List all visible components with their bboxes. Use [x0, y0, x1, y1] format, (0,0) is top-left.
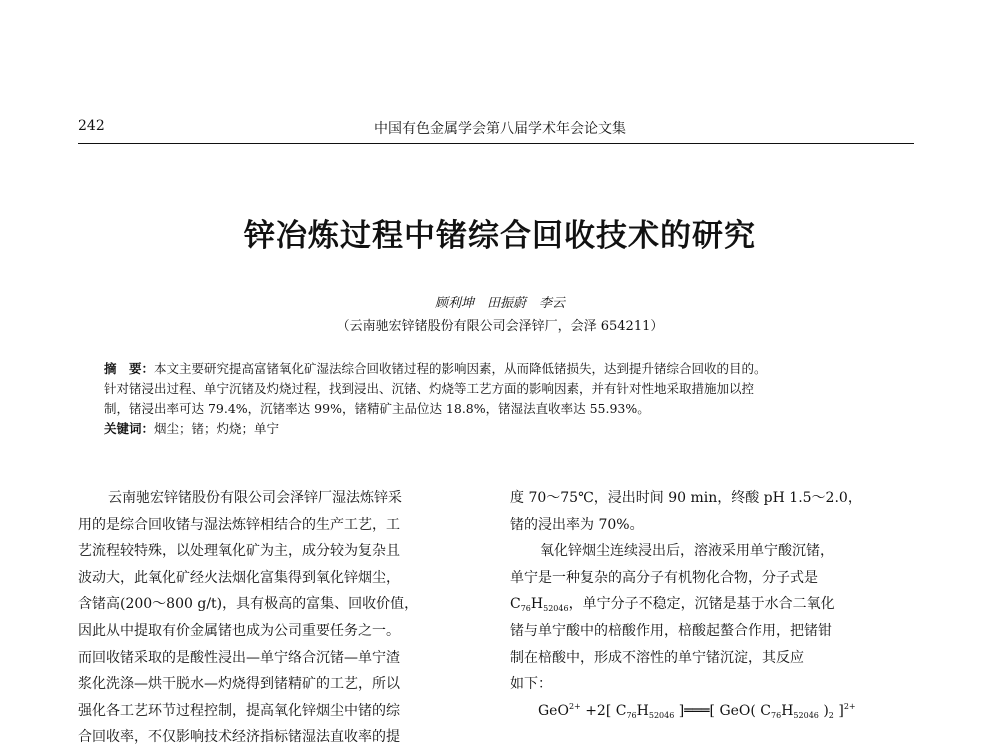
eq-subscript: 76 [771, 710, 782, 720]
running-header: 中国有色金属学会第八届学术年会论文集 [374, 121, 626, 137]
reaction-equation [510, 698, 920, 725]
keywords-label: 关键词： [104, 421, 155, 436]
body-line: 而回收锗采取的是酸性浸出—单宁络合沉锗—单宁渣 [78, 649, 400, 666]
body-line: 波动大，此氧化矿经火法烟化富集得到氧化锌烟尘， [78, 569, 400, 586]
abstract-text: 本文主要研究提高富锗氧化矿湿法综合回收锗过程的影响因素，从而降低锗损失，达到提升锗综合回收的目的。 [154, 361, 767, 376]
body-line: 云南驰宏锌锗股份有限公司会泽锌厂湿法炼锌采 [108, 490, 402, 506]
abstract-line: 制，锗浸出率可达 79.4%，沉锗率达 99%，锗精矿主品位达 18.8%，锗湿法直收率达 55.93%。 [104, 401, 650, 416]
body-line: 合回收率，不仅影响技术经济指标锗湿法直收率的提 [78, 729, 400, 746]
eq-part: ) [818, 702, 829, 719]
formula-h: H [530, 596, 544, 613]
eq-part: +2[ C [580, 702, 627, 719]
body-line: 单宁是一种复杂的高分子有机物化合物，分子式是 [510, 569, 818, 586]
eq-part: ]═══[ GeO( C [674, 702, 772, 719]
abstract [104, 359, 904, 439]
eq-subscript: 52046 [793, 710, 819, 720]
body-line: 用的是综合回收锗与湿法炼锌相结合的生产工艺，工 [78, 516, 400, 533]
eq-geo-charge: 2+ [568, 701, 581, 711]
body-line: 度 70～75℃，浸出时间 90 min，终酸 pH 1.5～2.0， [510, 490, 862, 506]
abstract-line [104, 359, 904, 379]
body-line-formula [510, 591, 920, 618]
formula-c: C [510, 596, 521, 613]
body-text: ，单宁分子不稳定，沉锗是基于水合二氧化 [568, 596, 835, 613]
body-line: 因此从中提取有价金属锗也成为公司重要任务之一。 [78, 622, 400, 639]
authors: 顾利坤 田振蔚 李云 [434, 296, 565, 311]
keywords-line [104, 419, 904, 439]
eq-subscript: 2 [828, 710, 834, 720]
body-line: 如下： [510, 676, 552, 693]
page-number: 242 [78, 118, 105, 134]
body-line: 氧化锌烟尘连续浸出后，溶液采用单宁酸沉锗， [540, 543, 834, 560]
body-line: 浆化洗涤—烘干脱水—灼烧得到锗精矿的工艺，所以 [78, 676, 400, 693]
abstract-label: 摘 要： [104, 361, 155, 376]
formula-c-subscript: 76 [520, 604, 531, 614]
paper-title: 锌冶炼过程中锗综合回收技术的研究 [244, 218, 756, 254]
affiliation: （云南驰宏锌锗股份有限公司会泽锌厂，会泽 654211） [336, 319, 664, 334]
body-line: 锗的浸出率为 70%。 [510, 516, 644, 533]
body-left-column [78, 485, 486, 751]
eq-subscript: 76 [626, 710, 637, 720]
header-rule [78, 143, 914, 144]
keywords-text: 烟尘；锗；灼烧；单宁 [154, 421, 280, 436]
body-line: 艺流程较特殊，以处理氧化矿为主，成分较为复杂且 [78, 543, 400, 560]
body-line: 制在棓酸中，形成不溶性的单宁锗沉淀，其反应 [510, 649, 804, 666]
body-right-column [510, 485, 920, 724]
eq-part: ] [833, 702, 844, 719]
eq-charge: 2+ [843, 701, 856, 711]
formula-h-subscript: 52046 [543, 604, 569, 614]
body-line: 锗与单宁酸中的棓酸作用，棓酸起螯合作用，把锗钳 [510, 622, 832, 639]
body-line: 强化各工艺环节过程控制，提高氧化锌烟尘中锗的综 [78, 702, 400, 719]
eq-part: H [636, 702, 649, 719]
eq-subscript: 52046 [648, 710, 675, 720]
eq-part: H [781, 702, 794, 719]
abstract-line: 针对锗浸出过程、单宁沉锗及灼烧过程，找到浸出、沉锗、灼烧等工艺方面的影响因素，并有针对性地采取措施加以控 [104, 381, 755, 396]
body-line: 含锗高(200～800 g/t)，具有极高的富集、回收价值， [78, 596, 419, 613]
eq-geo: GeO [538, 702, 569, 719]
